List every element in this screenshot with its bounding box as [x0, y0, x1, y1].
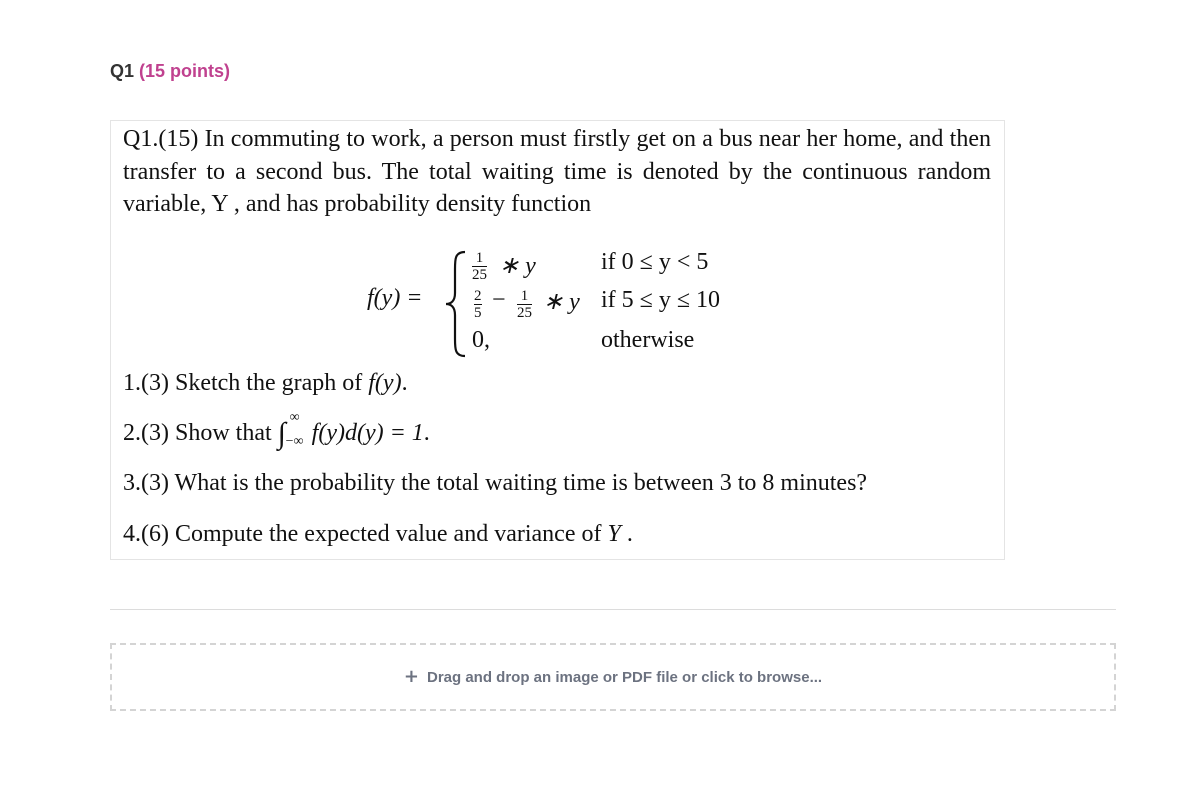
section-divider — [110, 609, 1116, 610]
formula-lhs: f(y) = — [367, 285, 423, 311]
question-content — [110, 120, 1005, 560]
row2-minus: − — [492, 287, 506, 313]
row1-fraction: 1 25 — [472, 250, 487, 283]
question-header — [110, 61, 230, 82]
row1-condition: if 0 ≤ y < 5 — [601, 249, 709, 275]
row2-expression: ∗ y — [543, 289, 580, 315]
dropzone-label: Drag and drop an image or PDF file or click to browse... — [427, 668, 823, 686]
question-points: (15 points) — [139, 61, 231, 81]
subquestion-3: 3.(3) What is the probability the total waiting time is between 3 to 8 minutes? — [123, 470, 868, 496]
question-label: Q1 — [110, 61, 135, 81]
row3-expression: 0, — [472, 327, 490, 353]
row2-fraction-1: 2 5 — [474, 288, 482, 321]
row3-condition: otherwise — [601, 327, 695, 353]
file-dropzone[interactable] — [110, 643, 1116, 711]
row2-fraction-2: 1 25 — [517, 288, 532, 321]
subquestion-2: 2.(3) Show that ∫ ∞ −∞ f(y)d(y) = 1. — [123, 410, 430, 450]
question-intro: Q1.(15) In commuting to work, a person must firstly get on a bus near her home, and then transfer to a second bus. The total waiting time is denoted by the continuous random variable, Y , and has probability density function — [123, 126, 991, 217]
row2-condition: if 5 ≤ y ≤ 10 — [601, 287, 721, 313]
subquestion-4: 4.(6) Compute the expected value and variance of Y . — [123, 521, 633, 547]
left-brace — [443, 249, 469, 359]
plus-icon: + — [403, 666, 419, 687]
integral-sign: ∫ ∞ −∞ — [277, 410, 304, 450]
subquestion-1: 1.(3) Sketch the graph of f(y). — [123, 370, 408, 396]
row1-expression: ∗ y — [499, 253, 536, 279]
